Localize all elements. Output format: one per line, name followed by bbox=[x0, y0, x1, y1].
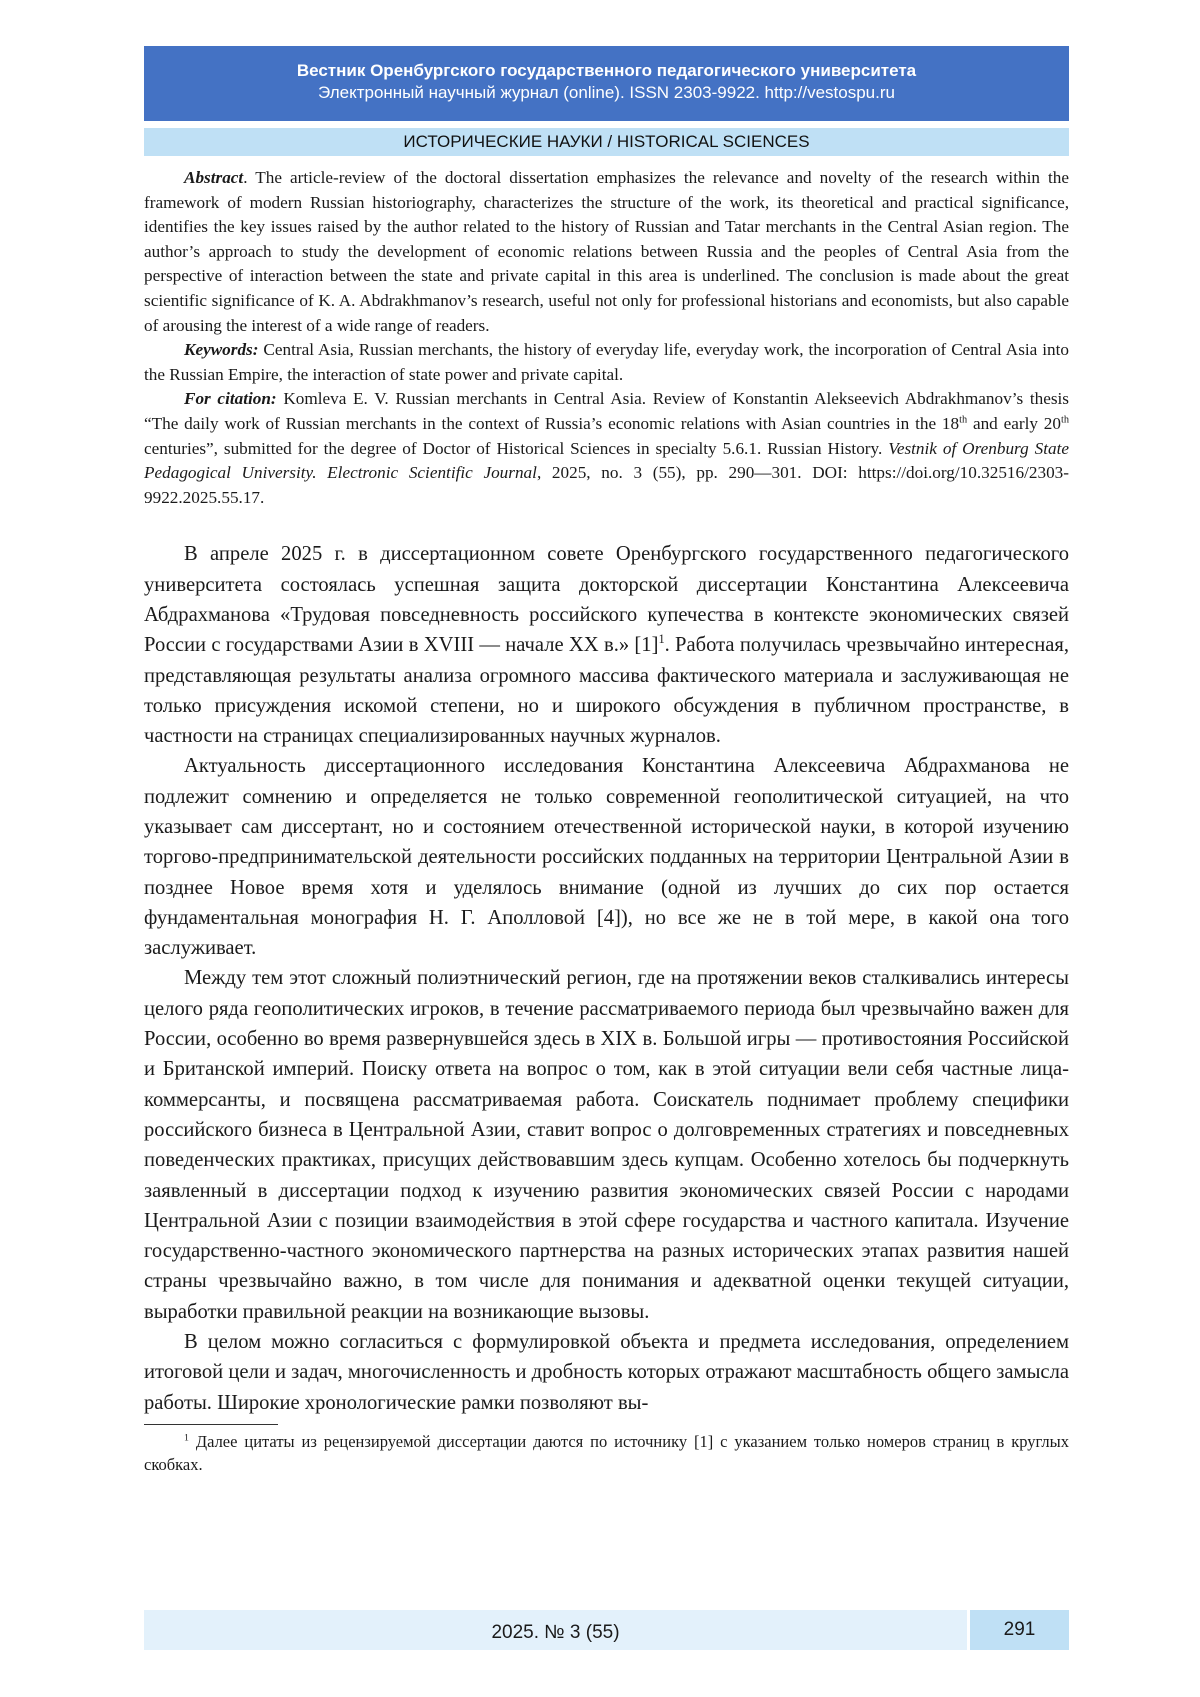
footnote-marker: 1 bbox=[184, 1432, 189, 1444]
issue-label: 2025. № 3 (55) bbox=[144, 1610, 967, 1650]
keywords-paragraph bbox=[144, 338, 1069, 387]
keywords-label: Keywords: bbox=[184, 340, 259, 360]
footnote-text: Далее цитаты из рецензируемой диссертации даются по источнику [1] с указанием только номеров страниц в круглых скобках. bbox=[144, 1431, 1069, 1474]
body-paragraph-4: В целом можно согласиться с формулировкой объекта и предмета исследования, определением итоговой цели и задач, многочисленность и дробность которых отражают масштабность общего замысла работы. Широкие хронологические рамки позволяют вы- bbox=[144, 1331, 1069, 1414]
citation-text-3: centuries”, submitted for the degree of Doctor of Historical Sciences in specialty 5.6.1. Russian History. bbox=[144, 438, 889, 458]
body-paragraph-1-text-b: . Работа получилась чрезвычайно интересная, представляющая результаты анализа огромного массива фактического материала и заслуживающая не только присуждения искомой степени, но и широкого обсуждения в публичном пространстве, в частности на страницах специализированных научных журналов. bbox=[144, 634, 1069, 748]
citation-text-1: Komleva E. V. Russian merchants in Central Asia. Review of Konstantin Alekseevich Abdrakhmanov’s thesis “The daily work of Russian merchants in the context of Russia’s economic relations with Asian countries in the 18 bbox=[144, 389, 1069, 433]
citation-label: For citation: bbox=[184, 389, 277, 409]
abstract-paragraph bbox=[144, 166, 1069, 338]
page-number: 291 bbox=[970, 1610, 1069, 1650]
citation-paragraph bbox=[144, 387, 1069, 510]
journal-title: Вестник Оренбургского государственного педагогического университета bbox=[296, 61, 917, 80]
abstract-text: . The article-review of the doctoral dissertation emphasizes the relevance and novelty of the research within the framework of modern Russian historiography, characterizes the structure of the work, its theoretical and practical significance, identifies the key issues raised by the author related to the history of Russian and Tatar merchants in the Central Asian region. The author’s approach to study the development of economic relations between Russia and the peoples of Central Asia from the perspective of interaction between the state and private capital in this area is underlined. The conclusion is made about the great scientific significance of K. A. Abdrakhmanov’s research, useful not only for professional historians and economists, but also capable of arousing the interest of a wide range of readers. bbox=[144, 168, 1069, 335]
citation-text-4: , 2025, no. 3 (55), pp. 290—301. DOI: https://doi.org/10.32516/2303-9922.2025.55.17. bbox=[144, 463, 1069, 507]
body-paragraph-3: Между тем этот сложный полиэтнический регион, где на протяжении веков сталкивались интересы целого ряда геополитических игроков, в течение рассматриваемого периода был чрезвычайно важен для России, особенно во время развернувшейся здесь в XIX в. Большой игры — противостояния Российской и Британской империй. Поиску ответа на вопрос о том, как в этой ситуации вели себя частные лица-коммерсанты, и посвящена рассматриваемая работа. Соискатель поднимает проблему специфики российского бизнеса в Центральной Азии, ставит вопрос о долговременных стратегиях и повседневных поведенческих практиках, присущих действовавшим здесь купцам. Особенно хотелось бы подчеркнуть заявленный в диссертации подход к изучению развития экономических связей России с народами Центральной Азии с позиции взаимодействия в этой сфере государства и частного капитала. Изучение государственно-частного экономического партнерства на разных исторических этапах развития нашей страны чрезвычайно важно, в том числе для понимания и адекватной оценки текущей ситуации, выработки правильной реакции на возникающие вызовы. bbox=[144, 967, 1069, 1323]
journal-masthead bbox=[144, 46, 1069, 121]
footnote bbox=[144, 1430, 1069, 1476]
journal-subtitle: Электронный научный журнал (online). ISSN 2303-9922. http://vestospu.ru bbox=[318, 83, 895, 102]
article-body bbox=[144, 539, 1069, 1418]
page-footer bbox=[144, 1610, 1069, 1650]
citation-journal: Vestnik of Orenburg State Pedagogical University. Electronic Scientific Journal bbox=[144, 438, 1070, 483]
abstract-block bbox=[144, 166, 1069, 510]
page bbox=[144, 46, 1069, 1476]
abstract-label: Abstract bbox=[184, 168, 244, 187]
keywords-text: Central Asia, Russian merchants, the history of everyday life, everyday work, the incorporation of Central Asia into the Russian Empire, the interaction of state power and private capital. bbox=[144, 340, 1069, 384]
citation-sup-1: th bbox=[959, 414, 968, 426]
body-paragraph-1 bbox=[144, 539, 1069, 751]
body-paragraph-1-text-a: В апреле 2025 г. в диссертационном совете Оренбургского государственного педагогического университета состоялась успешная защита докторской диссертации Константина Алексеевича Абдрахманова «Трудовая повседневность российского купечества в контексте экономических связей России с государствами Азии в XVIII — начале XX в.» [1] bbox=[144, 543, 1069, 657]
footnote-divider bbox=[144, 1424, 278, 1425]
footnote-ref: 1 bbox=[658, 632, 665, 647]
citation-text-2: and early 20 bbox=[967, 413, 1061, 433]
section-heading: ИСТОРИЧЕСКИЕ НАУКИ / HISTORICAL SCIENCES bbox=[144, 128, 1069, 156]
body-paragraph-2: Актуальность диссертационного исследования Константина Алексеевича Абдрахманова не подлежит сомнению и определяется не только современной геополитической ситуацией, на что указывает сам диссертант, но и состоянием отечественной исторической науки, в которой изучению торгово-предпринимательской деятельности российских подданных на территории Центральной Азии в позднее Новое время хотя и уделялось внимание (одной из лучших до сих пор остается фундаментальная монография Н. Г. Аполловой [4]), но все же не в той мере, в какой она того заслуживает. bbox=[144, 755, 1069, 960]
citation-sup-2: th bbox=[1060, 414, 1069, 426]
